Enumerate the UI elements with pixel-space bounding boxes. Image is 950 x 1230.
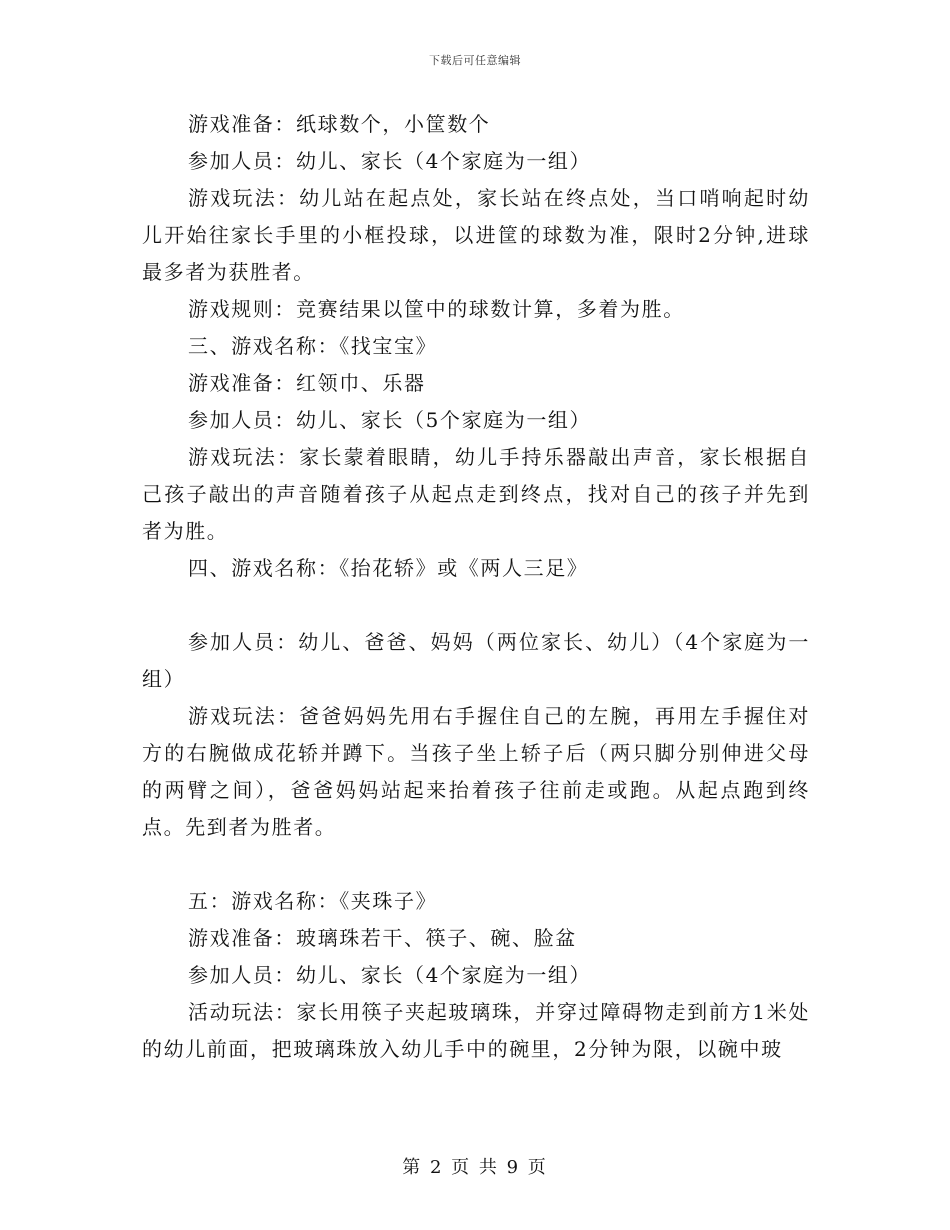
section-title-find-baby: 三、游戏名称：《找宝宝》 [188, 334, 438, 358]
paragraph-beads-gameplay: 活动玩法：家长用筷子夹起玻璃珠，并穿过障碍物走到前方1米处的幼儿前面，把玻璃珠放入幼儿手中的碗里，2分钟为限，以碗中玻 [142, 1000, 810, 1061]
blank-line [142, 846, 810, 883]
paragraph-ball-rules: 游戏规则：竞赛结果以筐中的球数计算，多着为胜。 [188, 297, 685, 321]
paragraph-find-baby-gameplay: 游戏玩法：家长蒙着眼睛，幼儿手持乐器敲出声音，家长根据自己孩子敲出的声音随着孩子从起点走到终点，找对自己的孩子并先到者为胜。 [142, 445, 810, 543]
page-header: 下载后可任意编辑 [429, 54, 521, 67]
paragraph-ball-participants: 参加人员：幼儿、家长（4个家庭为一组） [188, 149, 592, 173]
paragraph-beads-prep: 游戏准备：玻璃珠若干、筷子、碗、脸盆 [188, 926, 577, 950]
section-title-sedan: 四、游戏名称：《抬花轿》或《两人三足》 [188, 556, 589, 580]
paragraph-sedan-participants: 参加人员：幼儿、爸爸、妈妈（两位家长、幼儿）（4个家庭为一组） [142, 630, 810, 691]
document-body [142, 106, 810, 1068]
paragraph-ball-prep: 游戏准备：纸球数个，小筐数个 [188, 112, 491, 136]
paragraph-ball-gameplay: 游戏玩法：幼儿站在起点处，家长站在终点处，当口哨响起时幼儿开始往家长手里的小框投球，以进筐的球数为准，限时2分钟,进球最多者为获胜者。 [142, 186, 810, 284]
blank-line [142, 587, 810, 624]
page-number: 第 2 页 共 9 页 [402, 1157, 548, 1178]
paragraph-find-baby-participants: 参加人员：幼儿、家长（5个家庭为一组） [188, 408, 592, 432]
paragraph-find-baby-prep: 游戏准备：红领巾、乐器 [188, 371, 426, 395]
paragraph-beads-participants: 参加人员：幼儿、家长（4个家庭为一组） [188, 963, 592, 987]
section-title-beads: 五：游戏名称：《夹珠子》 [188, 889, 438, 913]
paragraph-sedan-gameplay: 游戏玩法：爸爸妈妈先用右手握住自己的左腕，再用左手握住对方的右腕做成花轿并蹲下。当孩子坐上轿子后（两只脚分别伸进父母的两臂之间），爸爸妈妈站起来抬着孩子往前走或跑。从起点跑到终点。先到者为胜者。 [142, 704, 810, 839]
